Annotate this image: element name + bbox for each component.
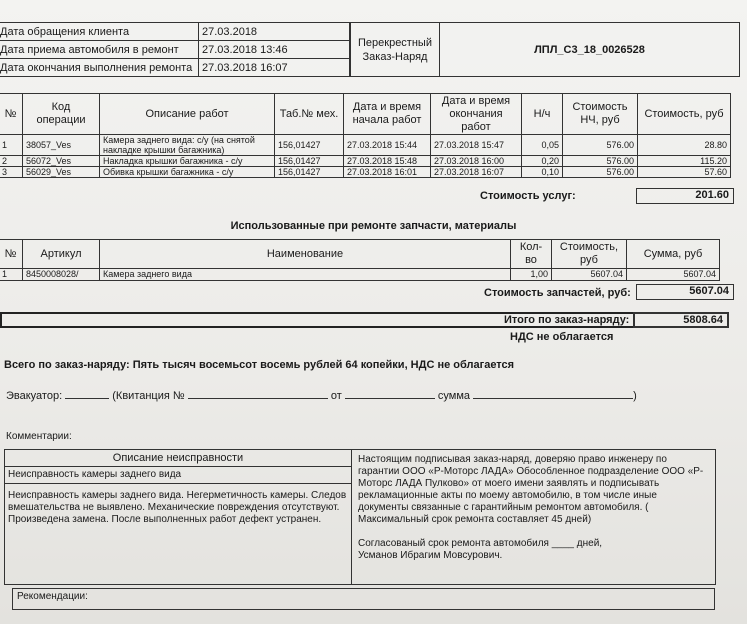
date-value: 27.03.2018 16:07 [199,59,350,77]
cell: 27.03.2018 15:44 [344,135,431,156]
table-row [0,269,720,281]
parts-table [0,239,720,281]
cell: 56029_Ves [23,167,100,178]
cell: 576.00 [563,167,638,178]
cell: 5607.04 [552,269,627,281]
recommendations-box [12,588,715,610]
col-header: № [0,94,23,135]
vat-note: НДС не облагается [510,331,614,343]
total-in-words: Всего по заказ-наряду: Пять тысяч восемьсот восемь рублей 64 копейки, НДС не облагается [4,359,515,371]
comments-label: Комментарии: [6,431,72,442]
date-value: 27.03.2018 [199,23,350,41]
cell: 3 [0,167,23,178]
fault-description: Неисправность камеры заднего вида. Негерметичность камеры. Следов вмешательства не выявлено. Механические повреждения отсутствуют. Произведена замена. После выполненных работ дефект устранен. [8,490,347,525]
works-table [0,93,731,178]
col-header: Дата и время начала работ [344,94,431,135]
date-value: 27.03.2018 13:46 [199,41,350,59]
cell: 27.03.2018 16:01 [344,167,431,178]
table-row [0,167,731,178]
parts-header-row [0,240,720,269]
date-row [0,23,350,41]
from-label: от [330,390,342,402]
col-header: Таб.№ мех. [275,94,344,135]
cell: 38057_Ves [23,135,100,156]
authorization-text: Настоящим подписывая заказ-наряд, доверяю право инженеру по гарантии ООО «Р-Моторс ЛАДА» Обособленное подразделение ООО «Р-Моторс ЛАДА Пулково» от моего имени заявлять и подписывать рекламационные акты по моему автомобилю, в том числе иные документы связанные с гарантийным ремонтом автомобиля. ( Максимальный срок ремонта составляет 45 дней) [358,454,704,525]
document-number: ЛПЛ_С3_18_0026528 [534,43,645,56]
comments-box [4,449,716,585]
cell: 1 [0,269,23,281]
grand-total-label: Итого по заказ-наряду: [504,314,630,326]
col-header: Код операции [23,94,100,135]
services-total-value: 201.60 [636,188,734,204]
works-header-row [0,94,731,135]
client-name: Усманов Ибрагим Мовсурович. [358,550,503,561]
cell: 2 [0,156,23,167]
header-dates-table [0,22,350,77]
fault-short: Неисправность камеры заднего вида [5,467,351,484]
agreed-term: Согласованый срок ремонта автомобиля ____ дней, [358,538,603,549]
services-total-label: Стоимость услуг: [480,190,576,202]
cell: 56072_Ves [23,156,100,167]
col-header: Описание работ [100,94,275,135]
cell: 156,01427 [275,135,344,156]
cell: 0,20 [522,156,563,167]
cell: 1 [0,135,23,156]
cell: 115.20 [638,156,731,167]
fault-title: Описание неисправности [5,450,351,467]
table-row [0,156,731,167]
cell: 27.03.2018 15:48 [344,156,431,167]
date-row [0,59,350,77]
document-kind: Перекрестный Заказ-Наряд [351,23,440,76]
cell: 5607.04 [627,269,720,281]
cell: 576.00 [563,156,638,167]
fault-column [5,450,352,585]
cell: 8450008028/ [23,269,100,281]
cell: 28.80 [638,135,731,156]
cell: 156,01427 [275,167,344,178]
col-header: Наименование [100,240,511,269]
cell: 27.03.2018 16:00 [431,156,522,167]
date-label: Дата приема автомобиля в ремонт [0,41,199,59]
cell: 57.60 [638,167,731,178]
col-header: Артикул [23,240,100,269]
parts-section-title: Использованные при ремонте запчасти, материалы [230,220,517,232]
col-header: Кол-во [511,240,552,269]
col-header: Н/ч [522,94,563,135]
date-label: Дата обращения клиента [0,23,199,41]
receipt-label: (Квитанция № [112,390,185,402]
cell: 156,01427 [275,156,344,167]
cell: Камера заднего вида [100,269,511,281]
col-header: Сумма, руб [627,240,720,269]
grand-total-value: 5808.64 [633,312,729,328]
cell: Обивка крышки багажника - с/у [100,167,275,178]
date-label: Дата окончания выполнения ремонта [0,59,199,77]
cell: 0,05 [522,135,563,156]
cell: 576.00 [563,135,638,156]
col-header: Дата и время окончания работ [431,94,522,135]
cell: 27.03.2018 16:07 [431,167,522,178]
evacuator-line [6,390,637,402]
document-header-box [350,22,740,77]
cell: 1,00 [511,269,552,281]
col-header: № [0,240,23,269]
col-header: Стоимость, руб [552,240,627,269]
col-header: Стоимость, руб [638,94,731,135]
evacuator-label: Эвакуатор: [6,390,63,402]
table-row [0,135,731,156]
cell: 0,10 [522,167,563,178]
sum-label: сумма [437,390,470,402]
close-paren: ) [633,390,637,402]
cell: Камера заднего вида: с/у (на снятой накладке крышки багажника) [100,135,275,156]
recommendations-label: Рекомендации: [17,591,88,602]
col-header: Стоимость НЧ, руб [563,94,638,135]
authorization-column [352,450,715,585]
parts-total-label: Стоимость запчастей, руб: [484,287,631,299]
date-row [0,41,350,59]
cell: 27.03.2018 15:47 [431,135,522,156]
parts-total-value: 5607.04 [636,284,734,300]
cell: Накладка крышки багажника - с/у [100,156,275,167]
